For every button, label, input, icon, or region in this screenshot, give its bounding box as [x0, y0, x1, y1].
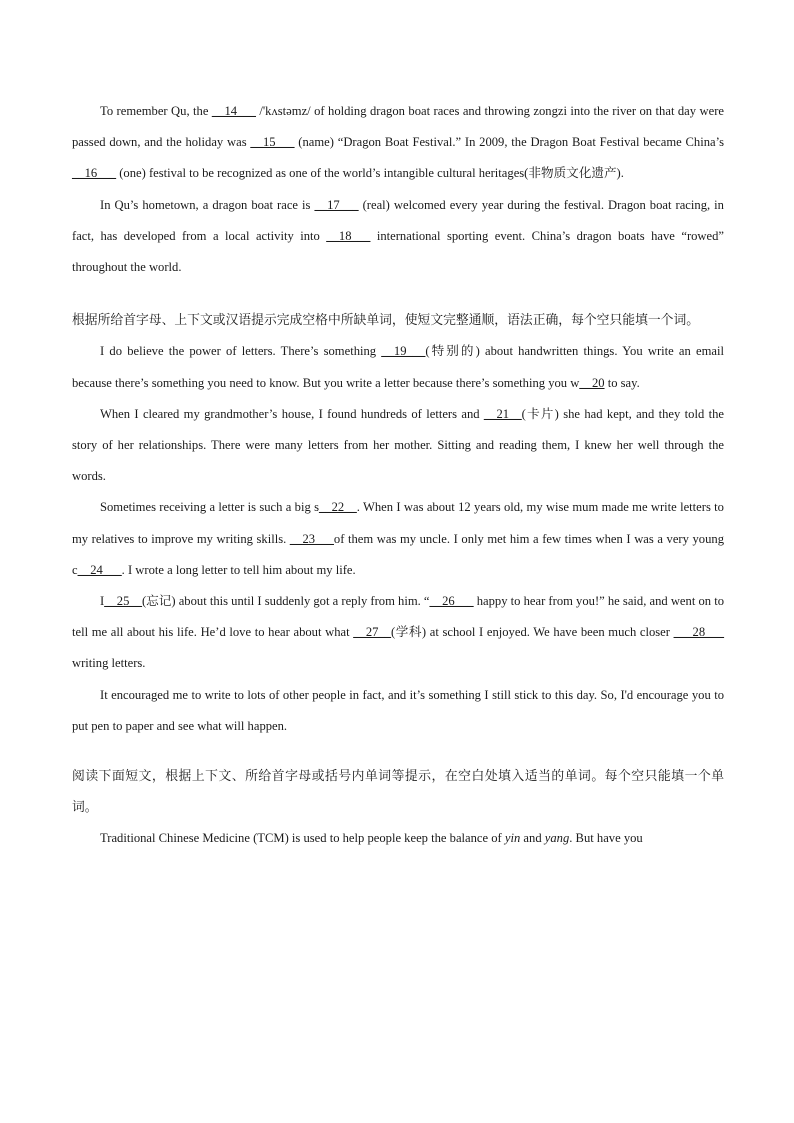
text: (卡片) she had kept, and they told the story of her relationships. There were many letters from her mother. Sitting and reading them, I knew her well through the words.: [72, 406, 724, 484]
term-yang: yang: [544, 831, 570, 846]
blank-21[interactable]: __21__: [483, 406, 522, 421]
text: When I cleared my grandmother’s house, I found hundreds of letters and: [100, 406, 484, 421]
text: (one) festival to be recognized as one of the world’s intangible cultural heritages(非物质文化遗产).: [116, 166, 624, 181]
text: and: [520, 831, 545, 846]
section-gap: [72, 742, 724, 761]
document-page: [72, 96, 724, 855]
text: . But have you: [569, 831, 643, 846]
passage2-paragraph5: It encouraged me to write to lots of other people in fact, and it’s something I still stick to this day. So, I'd encourage you to put pen to paper and see what will happen.: [72, 687, 724, 733]
text: To remember Qu, the: [100, 104, 212, 118]
blank-17[interactable]: __17___: [314, 197, 359, 212]
passage2-paragraph1: [72, 336, 724, 398]
blank-25[interactable]: __25__: [104, 594, 142, 609]
text: (name) “Dragon Boat Festival.” In 2009, the Dragon Boat Festival became China’s: [294, 135, 725, 150]
term-yin: yin: [504, 831, 521, 846]
blank-22[interactable]: __22__: [318, 500, 357, 515]
text: (忘记) about this until I suddenly got a reply from him. “: [141, 594, 430, 609]
section-gap: [72, 283, 724, 305]
blank-24[interactable]: __24___: [77, 562, 122, 577]
blank-27[interactable]: __27__: [353, 625, 392, 640]
text: /'kʌstəmz/ of holding dragon boat races and throwing zongzi into the river on that day were passed down, and the holiday was: [72, 104, 724, 150]
text: Traditional Chinese Medicine (TCM) is used to help people keep the balance of: [100, 831, 505, 846]
blank-28[interactable]: ___28___: [673, 625, 724, 640]
text: (特别的) about handwritten things. You write an email because there’s something you need to know. But you write a letter because there’s something you w: [72, 344, 724, 390]
blank-26[interactable]: __26___: [429, 594, 474, 609]
text: international sporting event. China’s dragon boats have “rowed” throughout the world.: [72, 228, 725, 275]
instruction-heading-1: 根据所给首字母、上下文或汉语提示完成空格中所缺单词，使短文完整通顺，语法正确，每个空只能填一个词。: [72, 313, 700, 329]
instruction-heading-2: 阅读下面短文，根据上下文、所给首字母或括号内单词等提示，在空白处填入适当的单词。每个空只能填一个单词。: [72, 769, 724, 816]
text: (real) welcomed every year during the festival. Dragon boat racing, in fact, has developed from a local activity into: [72, 197, 724, 243]
blank-16[interactable]: __16___: [72, 166, 117, 181]
text: Sometimes receiving a letter is such a big s: [100, 500, 319, 515]
passage1-paragraph1: [72, 96, 724, 190]
blank-15[interactable]: __15___: [250, 135, 295, 150]
text: I do believe the power of letters. There’s something: [100, 344, 382, 359]
text: (学科) at school I enjoyed. We have been much closer: [391, 625, 674, 640]
blank-20[interactable]: __20: [579, 375, 605, 390]
passage2-paragraph3: [72, 492, 724, 586]
blank-19[interactable]: __19___: [381, 344, 426, 359]
passage3-paragraph1: [72, 823, 724, 854]
text: of them was my uncle. I only met him a few times when I was a very young c: [72, 531, 724, 577]
blank-23[interactable]: __23___: [289, 531, 334, 546]
text: . When I was about 12 years old, my wise mum made me write letters to my relatives to improve my writing skills.: [72, 500, 724, 546]
text: In Qu’s hometown, a dragon boat race is: [100, 197, 315, 212]
text: . I wrote a long letter to tell him about my life.: [121, 562, 356, 577]
text: writing letters.: [72, 656, 146, 671]
text: I: [100, 594, 105, 609]
blank-14[interactable]: __14___: [211, 104, 256, 118]
blank-18[interactable]: __18___: [326, 228, 371, 243]
text: happy to hear from you!” he said, and went on to tell me all about his life. He’d love to hear about what: [72, 594, 725, 640]
passage1-paragraph2: [72, 190, 724, 284]
passage2-paragraph2: [72, 399, 724, 493]
text: to say.: [604, 375, 640, 390]
passage2-paragraph4: [72, 586, 724, 680]
